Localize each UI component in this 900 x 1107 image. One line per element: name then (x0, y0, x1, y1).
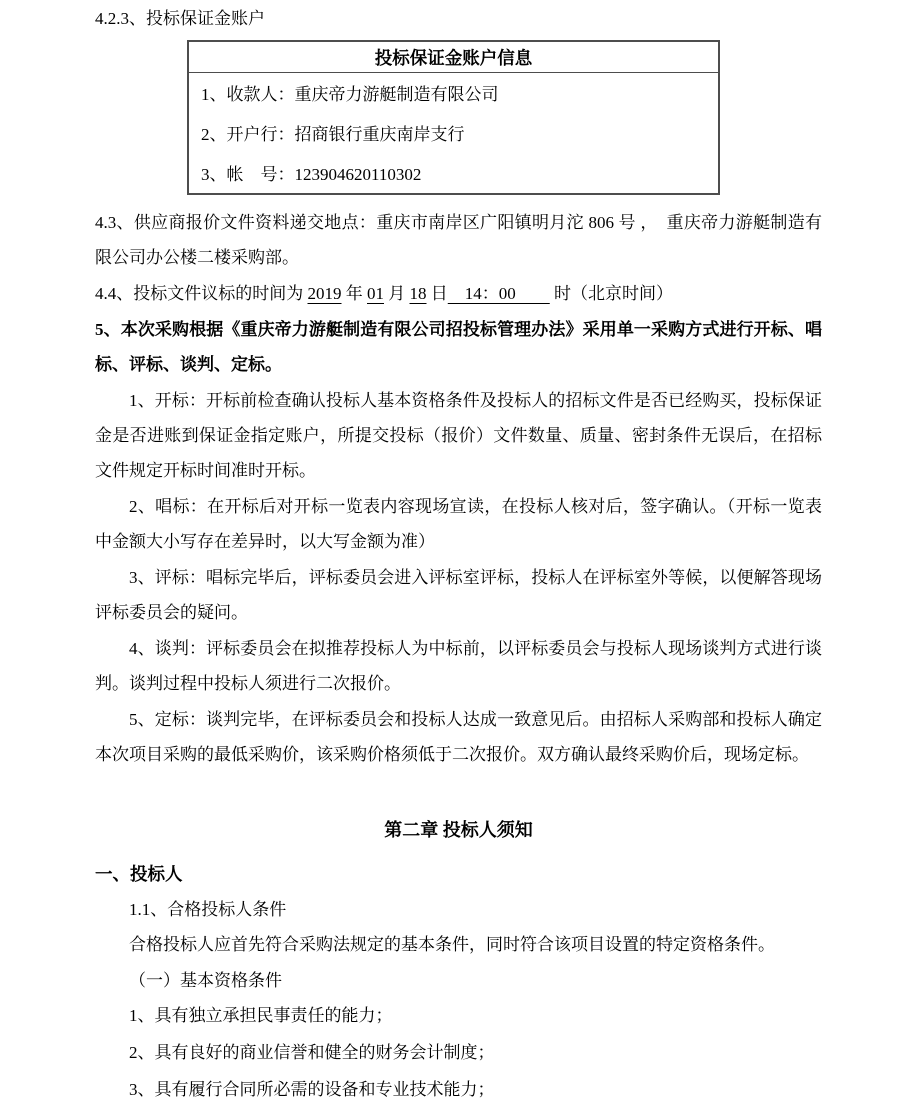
basic-condition-3: 3、具有履行合同所必需的设备和专业技术能力； (129, 1080, 495, 1099)
procedure-open-bid: 1、开标：开标前检查确认投标人基本资格条件及投标人的招标文件是否已经购买，投标保证金是否进账到保证金指定账户，所提交投标（报价）文件数量、质量、密封条件无误后，在招标文件规定开标时间准时开标。 (95, 391, 822, 480)
basic-condition-2: 2、具有良好的商业信誉和健全的财务会计制度； (129, 1043, 495, 1062)
procedure-negotiate: 4、谈判：评标委员会在拟推荐投标人为中标前，以评标委员会与投标人现场谈判方式进行谈判。谈判过程中投标人须进行二次报价。 (95, 639, 822, 693)
para-4-3-delivery-location: 4.3、供应商报价文件资料递交地点：重庆市南岸区广阳镇明月沱 806 号 ， 重庆帝力游艇制造有限公司办公楼二楼采购部。 (95, 213, 822, 267)
bid-month-value: 01 (367, 284, 384, 303)
deposit-account-table (187, 40, 720, 195)
section-bidders-heading: 一、投标人 (95, 864, 183, 884)
para-qualified-bidder: 合格投标人应首先符合采购法规定的基本条件，同时符合该项目设置的特定资格条件。 (129, 935, 775, 954)
year-label: 年 (341, 284, 367, 303)
bid-year-value: 2019 (307, 284, 342, 303)
procedure-evaluate-bid: 3、评标：唱标完毕后，评标委员会进入评标室评标，投标人在评标室外等候，以便解答现场评标委员会的疑问。 (95, 568, 822, 622)
table-row (188, 153, 719, 194)
bid-time-prefix: 4.4、投标文件议标的时间为 (95, 284, 308, 303)
sub-heading-1-1: 1.1、合格投标人条件 (129, 900, 287, 919)
day-label: 日 (426, 284, 448, 303)
deposit-account-number-cell: 3、帐 号：123904620110302 (201, 165, 422, 184)
bid-time-value: 14：00 (447, 284, 550, 303)
bid-time-suffix: 时（北京时间） (549, 284, 673, 303)
para-5-procurement-method: 5、本次采购根据《重庆帝力游艇制造有限公司招投标管理办法》采用单一采购方式进行开标、唱标、评标、谈判、定标。 (95, 320, 822, 374)
deposit-payee-cell: 1、收款人：重庆帝力游艇制造有限公司 (201, 85, 499, 104)
deposit-bank-cell: 2、开户行：招商银行重庆南岸支行 (201, 125, 465, 144)
table-row (188, 113, 719, 153)
basic-condition-1: 1、具有独立承担民事责任的能力； (129, 1006, 393, 1025)
chapter-title: 第二章 投标人须知 (384, 820, 533, 840)
month-label: 月 (384, 284, 410, 303)
heading-4-2-3: 4.2.3、投标保证金账户 (95, 9, 265, 28)
basic-conditions-heading: （一）基本资格条件 (129, 971, 282, 990)
deposit-table-title: 投标保证金账户信息 (188, 41, 719, 73)
procedure-read-bid: 2、唱标：在开标后对开标一览表内容现场宣读，在投标人核对后，签字确认。（开标一览表中金额大小写存在差异时，以大写金额为准） (95, 497, 822, 551)
deposit-table-header-row (188, 41, 719, 73)
table-row (188, 73, 719, 114)
bid-day-value: 18 (409, 284, 427, 303)
para-4-4-bid-time (95, 276, 822, 311)
procedure-award: 5、定标：谈判完毕，在评标委员会和投标人达成一致意见后。由招标人采购部和投标人确定本次项目采购的最低采购价，该采购价格须低于二次报价。双方确认最终采购价后，现场定标。 (95, 710, 822, 764)
